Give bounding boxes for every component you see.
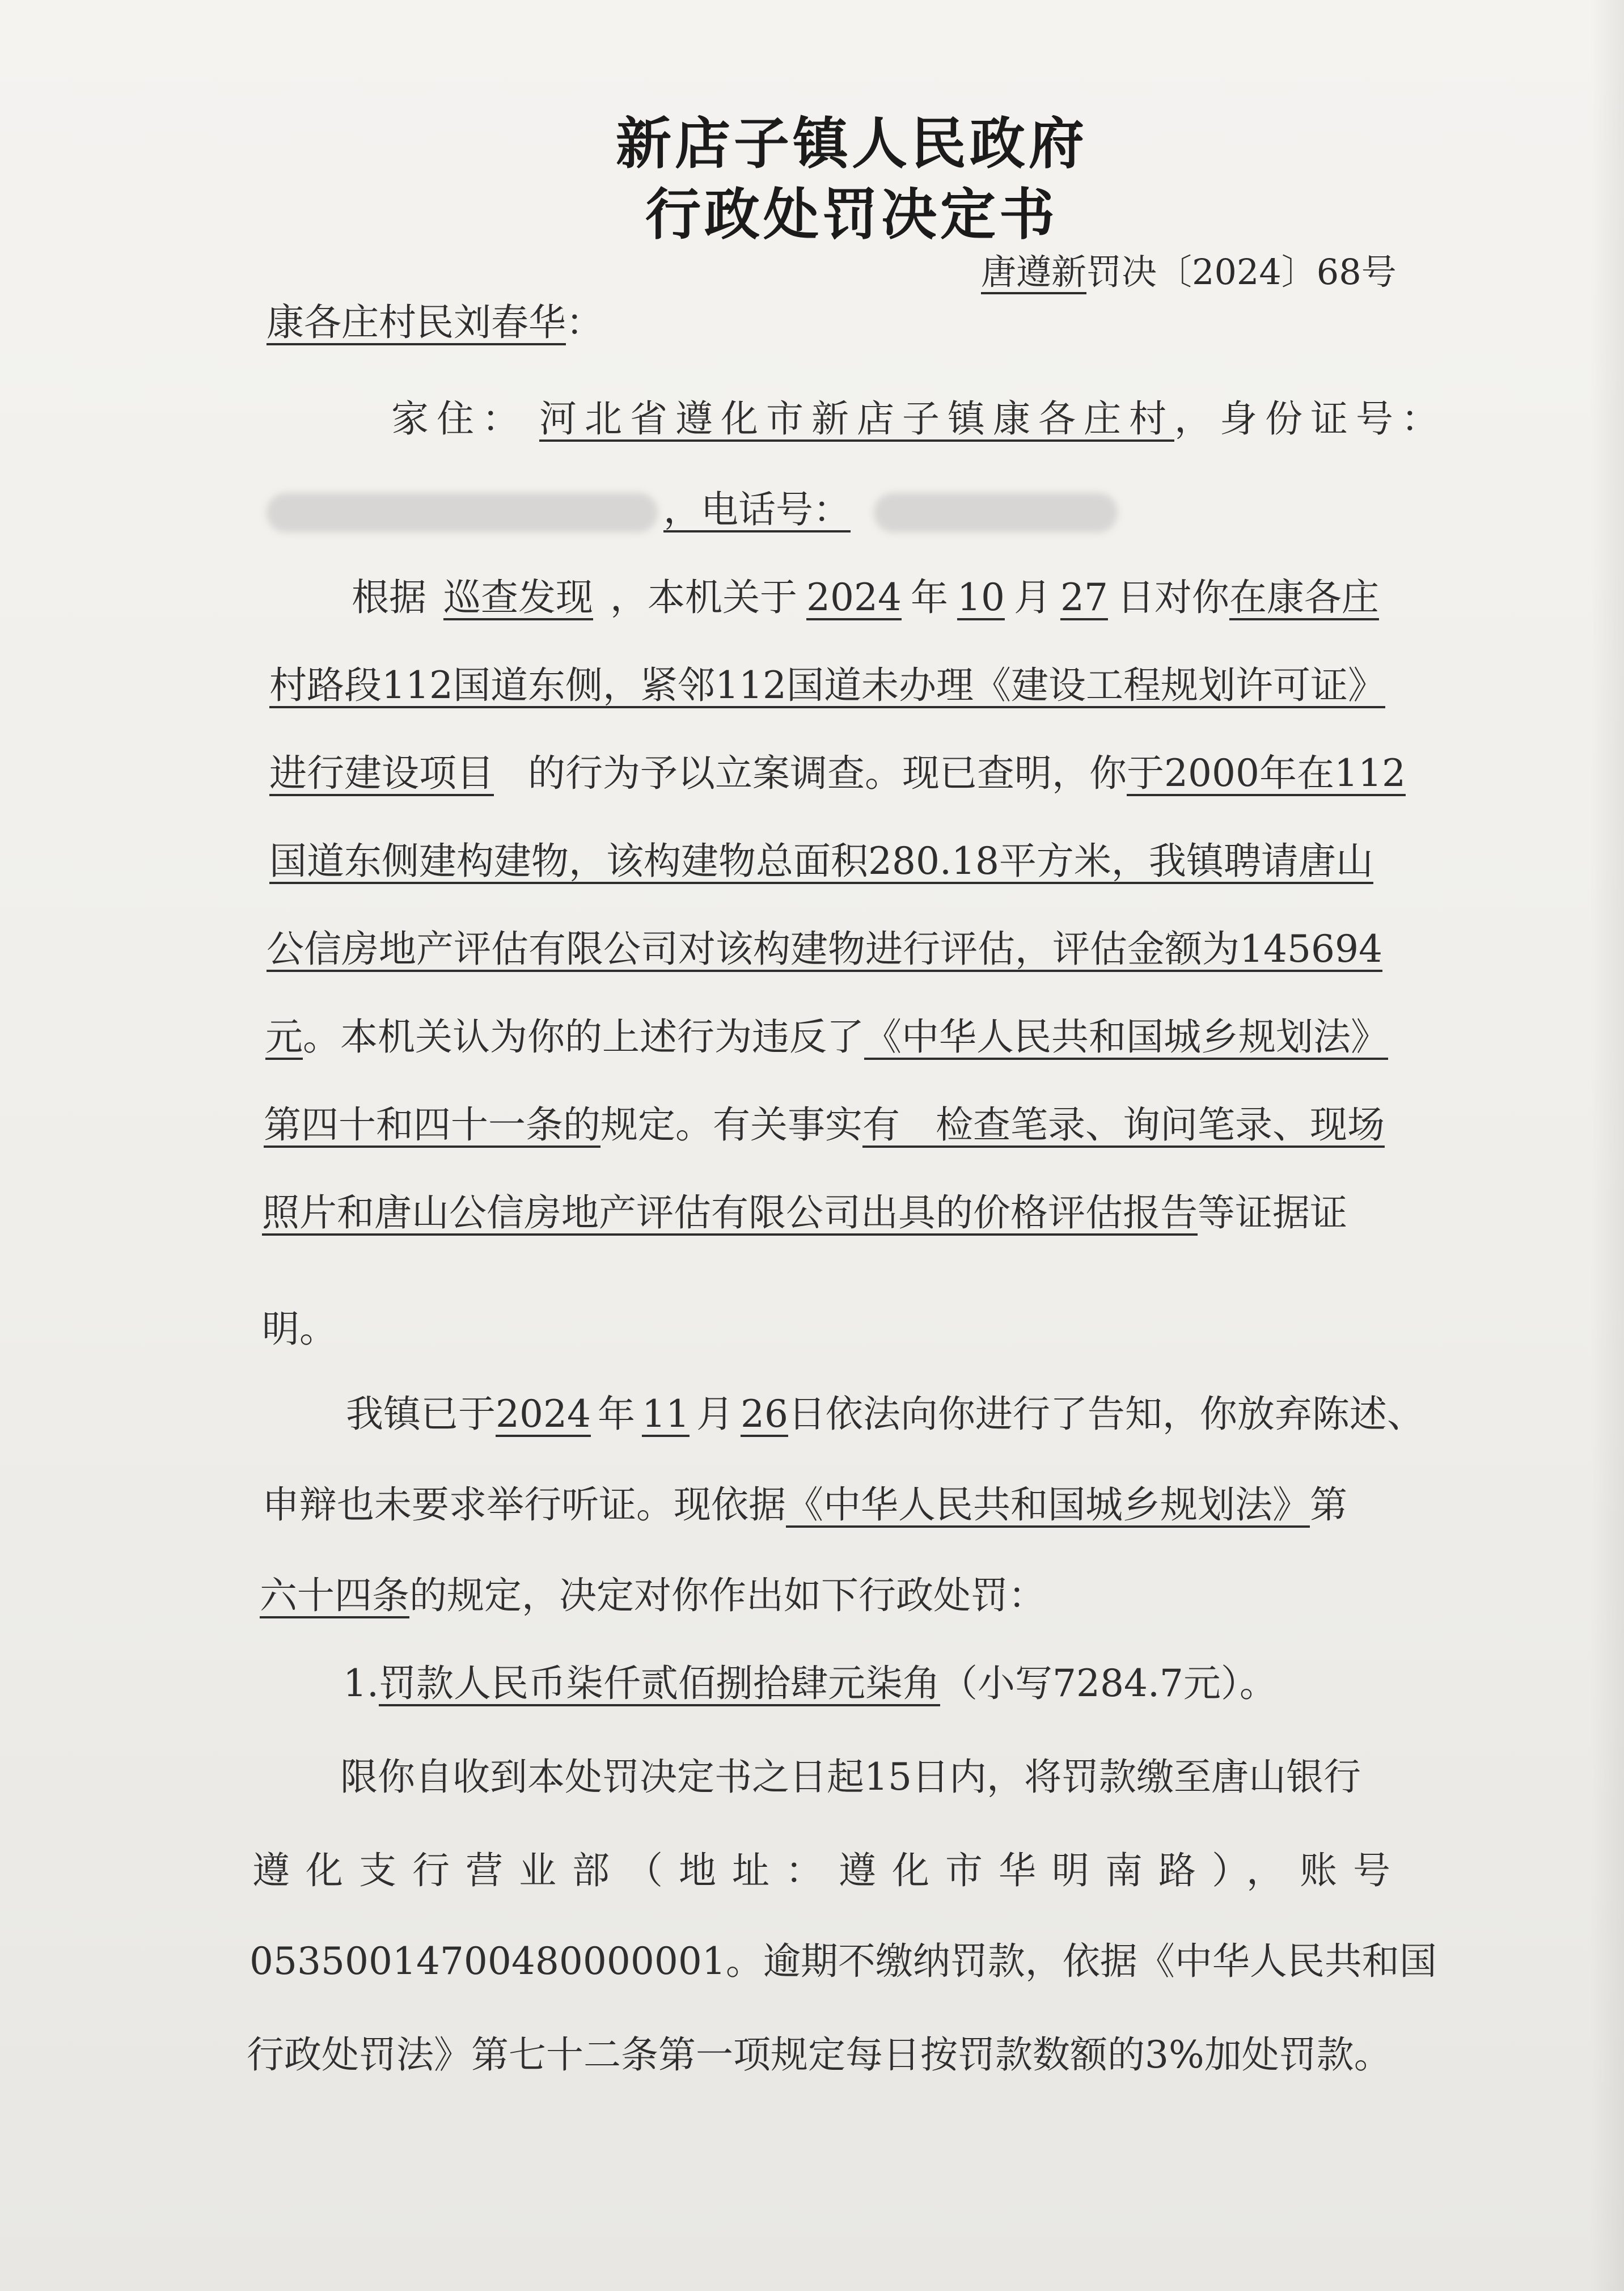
docno-prefix: 唐遵新 — [981, 251, 1087, 293]
body-line-9: 元。本机关认为你的上述行为违反了《中华人民共和国城乡规划法》 — [265, 1015, 1388, 1059]
page-edge-shadow — [1590, 0, 1624, 2291]
body-line-11: 照片和唐山公信房地产评估有限公司出具的价格评估报告等证据证 — [262, 1191, 1347, 1235]
body-line-14: 申辩也未要求举行听证。现依据《中华人民共和国城乡规划法》第 — [262, 1483, 1347, 1527]
recipient-name: 康各庄村民刘春华 — [267, 301, 566, 344]
redacted-phone-number — [874, 493, 1118, 532]
address-line: 家住： 河北省遵化市新店子镇康各庄村，身份证号： — [391, 397, 1447, 441]
recipient-line: 康各庄村民刘春华： — [267, 301, 603, 344]
document-number — [981, 244, 1397, 294]
body-line-17: 限你自收到本处罚决定书之日起15日内，将罚款缴至唐山银行 — [340, 1755, 1361, 1799]
body-line-8: 公信房地产评估有限公司对该构建物进行评估，评估金额为145694 — [267, 927, 1382, 971]
body-line-7: 国道东侧建构建物，该构建物总面积280.18平方米，我镇聘请唐山 — [269, 839, 1373, 883]
body-line-6: 进行建设项目 的行为予以立案调查。现已查明，你于2000年在112 — [269, 751, 1406, 795]
body-line-10: 第四十和四十一条的规定。有关事实有 检查笔录、询问笔录、现场 — [264, 1103, 1385, 1147]
redacted-id-number — [267, 493, 658, 532]
body-line-4: 根据 巡查发现 ，本机关于 2024 年 10 月 27 日对你在康各庄 — [352, 576, 1379, 619]
body-line-18: 遵化支行营业部（地址：遵化市华明南路），账号 — [252, 1849, 1406, 1892]
penalty-item-1: 1.罚款人民币柒仟贰佰捌拾肆元柒角（小写7284.7元）。 — [343, 1662, 1277, 1705]
title-line-2: 行政处罚决定书 — [645, 182, 1058, 247]
docno-suffix: 罚决〔2024〕68号 — [1086, 251, 1397, 293]
id-phone-line: ，电话号： — [267, 479, 1118, 533]
body-line-12: 明。 — [262, 1307, 337, 1351]
address: 河北省遵化市新店子镇康各庄村 — [539, 397, 1174, 441]
body-line-20: 行政处罚法》第七十二条第一项规定每日按罚款数额的3%加处罚款。 — [247, 2033, 1392, 2077]
body-line-19: 05350014700480000001。逾期不缴纳罚款，依据《中华人民共和国 — [249, 1939, 1437, 1983]
body-line-13: 我镇已于2024 年 11 月 26日依法向你进行了告知，你放弃陈述、 — [346, 1392, 1424, 1436]
body-line-15: 六十四条的规定，决定对你作出如下行政处罚： — [260, 1574, 1046, 1617]
title-line-1: 新店子镇人民政府 — [615, 111, 1088, 176]
body-line-5: 村路段112国道东侧，紧邻112国道未办理《建设工程规划许可证》 — [269, 663, 1385, 707]
